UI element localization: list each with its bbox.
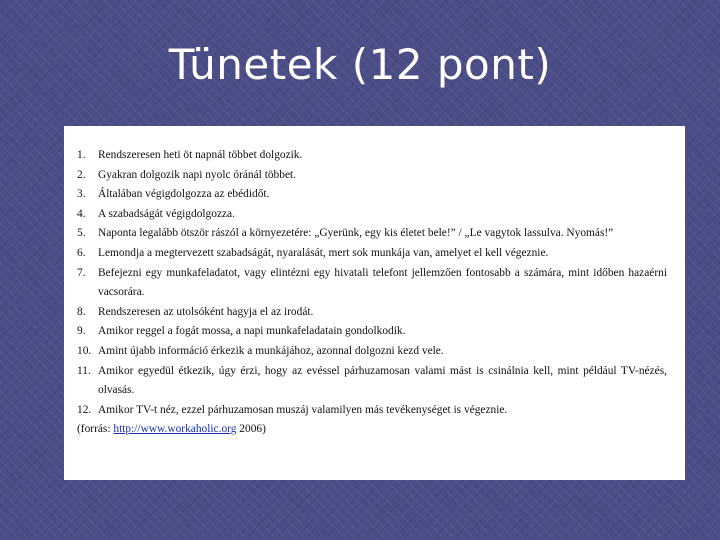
list-item (77, 205, 667, 225)
list-item-number: 9. (77, 325, 86, 338)
list-item-text: Naponta legalább ötször rászól a környezetére: „Gyerünk, egy kis életet bele!” / „Le vagytok lassulva. Nyomás!” (98, 227, 614, 240)
list-item-text: Amint újabb információ érkezik a munkájához, azonnal dolgozni kezd vele. (98, 344, 444, 357)
source-link[interactable]: http://www.workaholic.org (113, 423, 237, 436)
list-item (77, 264, 667, 303)
list-item (77, 322, 667, 342)
list-item-number: 5. (77, 227, 86, 240)
list-item-number: 2. (77, 168, 86, 181)
list-item-text: Rendszeresen az utolsóként hagyja el az irodát. (98, 305, 314, 318)
list-item-text: Amikor egyedül étkezik, úgy érzi, hogy az evéssel párhuzamosan valami mást is csinálnia kell, mint például TV-nézés, olvasás. (98, 364, 667, 397)
symptom-list (77, 146, 667, 420)
list-item (77, 303, 667, 323)
list-item-text: Lemondja a megtervezett szabadságát, nyaralását, mert sok munkája van, amelyet el kell végeznie. (98, 246, 549, 259)
list-item (77, 244, 667, 264)
list-item-number: 10. (77, 344, 92, 357)
slide-title: Tünetek (12 pont) (168, 40, 552, 89)
list-item (77, 362, 667, 401)
list-item (77, 185, 667, 205)
content-panel (64, 126, 685, 480)
list-item (77, 166, 667, 186)
list-item-text: Gyakran dolgozik napi nyolc óránál többet. (98, 168, 297, 181)
list-item-text: Rendszeresen heti öt napnál többet dolgozik. (98, 149, 303, 161)
list-item-number: 3. (77, 188, 86, 201)
list-item (77, 146, 667, 166)
list-item (77, 224, 667, 244)
list-item-text: A szabadságát végigdolgozza. (98, 207, 235, 220)
list-item-text: Amikor reggel a fogát mossa, a napi munkafeladatain gondolkodik. (98, 325, 406, 338)
source-line (77, 420, 667, 440)
list-item-number: 8. (77, 305, 86, 318)
list-item-text: Befejezni egy munkafeladatot, vagy elintézni egy hivatali telefont jellemzően fontosabb a számára, mint időben hazaérni vacsorára. (98, 266, 667, 299)
source-prefix: (forrás: (77, 423, 114, 436)
list-item-number: 12. (77, 403, 92, 416)
list-item-text: Általában végigdolgozza az ebédidőt. (98, 188, 270, 201)
list-item-number: 7. (77, 266, 86, 279)
list-item-text: Amikor TV-t néz, ezzel párhuzamosan muszáj valamilyen más tevékenységet is végeznie. (98, 403, 508, 416)
list-item (77, 401, 667, 421)
list-item-number: 1. (77, 149, 86, 161)
list-item (77, 342, 667, 362)
list-item-number: 4. (77, 207, 86, 220)
source-suffix: 2006) (236, 423, 266, 436)
list-item-number: 6. (77, 246, 86, 259)
list-item-number: 11. (77, 364, 91, 377)
